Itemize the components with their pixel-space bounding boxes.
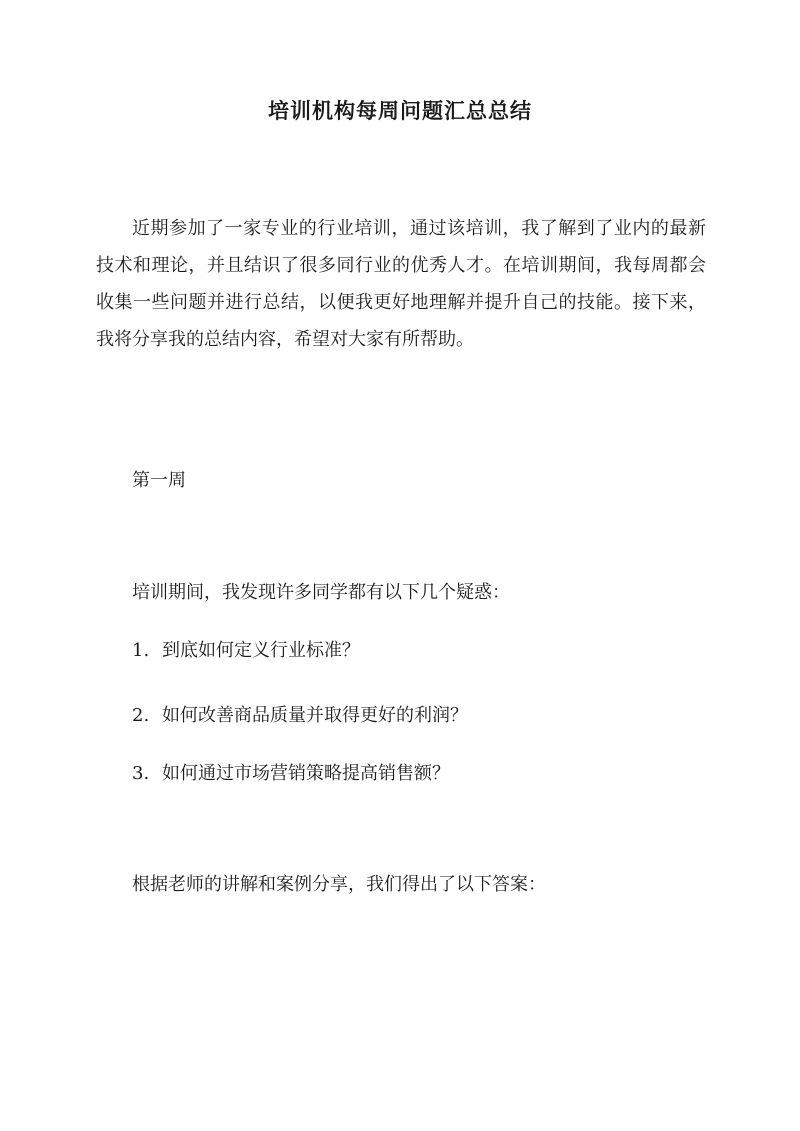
questions-intro: 培训期间，我发现许多同学都有以下几个疑惑： (132, 582, 510, 603)
question-text: 到底如何定义行业标准？ (162, 640, 360, 661)
answers-intro: 根据老师的讲解和案例分享，我们得出了以下答案： (132, 874, 546, 895)
question-item (132, 701, 468, 731)
question-text: 如何通过市场营销策略提高销售额？ (162, 763, 450, 784)
question-number: 1. (132, 640, 150, 661)
document-title: 培训机构每周问题汇总总结 (268, 98, 532, 123)
intro-paragraph: 近期参加了一家专业的行业培训，通过该培训，我了解到了业内的最新技术和理论，并且结识了很多同行业的优秀人才。在培训期间，我每周都会收集一些问题并进行总结，以便我更好地理解并提升自己的技能。接下来，我将分享我的总结内容，希望对大家有所帮助。 (96, 218, 706, 350)
question-text: 如何改善商品质量并取得更好的利润？ (162, 705, 468, 726)
question-item (132, 636, 360, 666)
question-number: 3. (132, 763, 150, 784)
week-heading: 第一周 (132, 470, 186, 491)
question-item (132, 759, 450, 789)
question-number: 2. (132, 705, 150, 726)
